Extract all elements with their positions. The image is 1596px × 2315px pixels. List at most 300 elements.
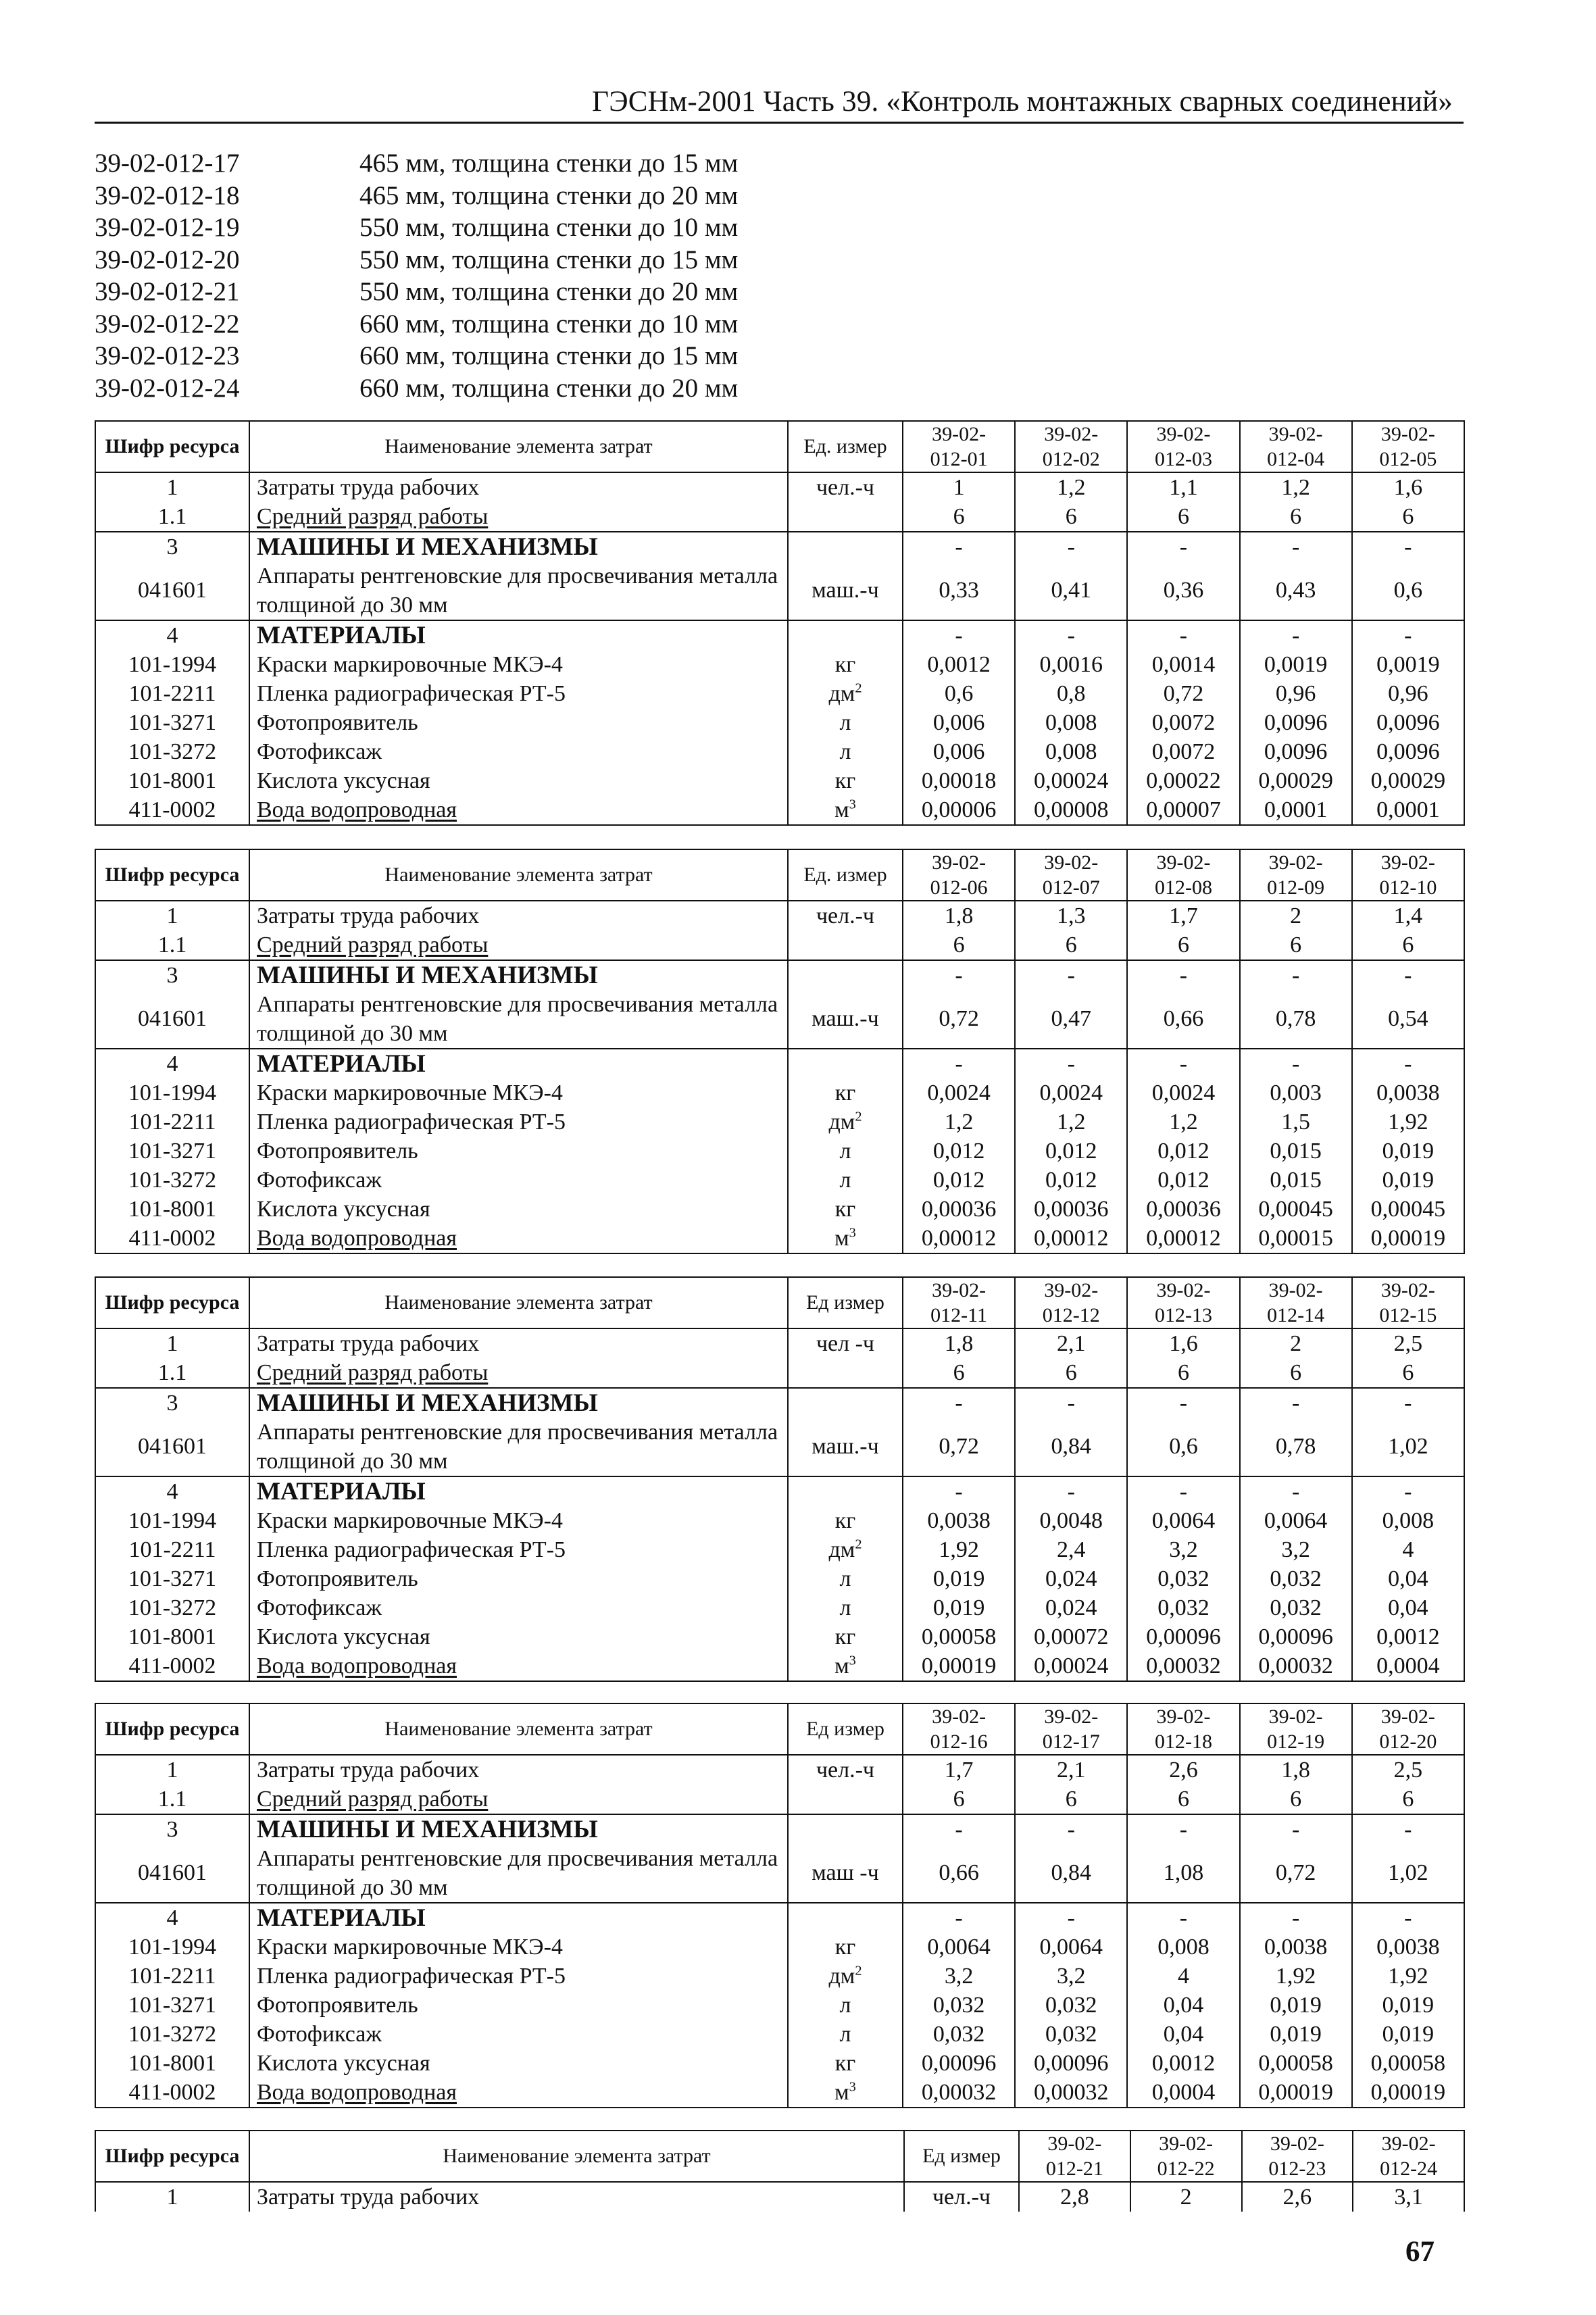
element-name: Вода водопроводная [249, 795, 788, 825]
unit [788, 1224, 903, 1253]
code-list-code: 39-02-012-23 [95, 341, 240, 370]
header-unit: Ед. измер [788, 849, 903, 901]
table-row [95, 502, 1464, 532]
norm-code-top: 39-02- [1047, 2133, 1102, 2155]
norm-code-top: 39-02- [1268, 1279, 1323, 1301]
value-cell: 2 [1240, 1328, 1352, 1358]
code-list-code: 39-02-012-22 [95, 309, 240, 339]
value-cell: 0,00012 [903, 1224, 1015, 1253]
norm-code-top: 39-02- [1044, 1279, 1099, 1301]
value-cell: 0,00036 [1015, 1195, 1127, 1224]
value-cell: 0,00024 [1015, 1651, 1127, 1681]
value-cell: 6 [1015, 502, 1127, 532]
value-cell: - [1352, 1814, 1464, 1844]
norm-code-bottom: 012-10 [1379, 876, 1437, 899]
value-cell: - [903, 960, 1015, 990]
value-cell: 0,0072 [1127, 708, 1239, 737]
table-row [95, 650, 1464, 679]
header-resource-code: Шифр ресурса [95, 1277, 249, 1328]
norm-code-bottom: 012-05 [1379, 448, 1437, 470]
value-cell: 0,012 [1015, 1166, 1127, 1195]
value-cell: 0,00032 [1240, 1651, 1352, 1681]
table-row [95, 1195, 1464, 1224]
norm-code-bottom: 012-09 [1267, 876, 1325, 899]
table-row [95, 1903, 1464, 1933]
header-unit: Ед. измер [788, 421, 903, 472]
norm-code-top: 39-02- [1380, 1706, 1435, 1728]
value-cell: 6 [1127, 1785, 1239, 1814]
element-name: Средний разряд работы [249, 1785, 788, 1814]
value-cell: 0,032 [1015, 1991, 1127, 2020]
resource-code: 041601 [95, 1844, 249, 1903]
value-cell: 2,6 [1127, 1755, 1239, 1785]
resource-code: 101-2211 [95, 1535, 249, 1564]
unit: чел -ч [788, 1328, 903, 1358]
value-cell: - [903, 620, 1015, 650]
table-row [95, 2049, 1464, 2078]
header-norm-code [1127, 1703, 1239, 1755]
value-cell: - [1352, 532, 1464, 562]
resource-code: 4 [95, 1903, 249, 1933]
value-cell: - [903, 1049, 1015, 1078]
section-title: МАТЕРИАЛЫ [249, 1476, 788, 1506]
value-cell: 0,6 [1127, 1418, 1239, 1476]
value-cell: - [1240, 1476, 1352, 1506]
value-cell: 1,2 [1240, 472, 1352, 502]
unit: чел.-ч [788, 1755, 903, 1785]
resource-code: 4 [95, 1476, 249, 1506]
value-cell: 1,7 [903, 1755, 1015, 1785]
value-cell: 0,00008 [1015, 795, 1127, 825]
value-cell: 1,2 [1015, 472, 1127, 502]
value-cell: 0,012 [1127, 1137, 1239, 1166]
value-cell: 0,00024 [1015, 766, 1127, 795]
element-name: Краски маркировочные МКЭ-4 [249, 1506, 788, 1535]
header-norm-code [1015, 421, 1127, 472]
header-norm-code [1242, 2131, 1353, 2182]
table-row [95, 1506, 1464, 1535]
value-cell: 6 [1352, 1785, 1464, 1814]
unit: маш.-ч [788, 562, 903, 620]
unit [788, 795, 903, 825]
section-title: МАТЕРИАЛЫ [249, 1049, 788, 1078]
value-cell: - [903, 1814, 1015, 1844]
unit: кг [788, 1933, 903, 1962]
value-cell: 2 [1240, 901, 1352, 930]
norm-code-top: 39-02- [1156, 423, 1211, 445]
value-cell: 0,015 [1240, 1137, 1352, 1166]
value-cell: - [903, 532, 1015, 562]
norm-code-top: 39-02- [1044, 1706, 1099, 1728]
value-cell: 1,1 [1127, 472, 1239, 502]
unit: кг [788, 1622, 903, 1651]
value-cell: 0,012 [903, 1137, 1015, 1166]
value-cell: - [1352, 1903, 1464, 1933]
value-cell: 0,00032 [1127, 1651, 1239, 1681]
unit [788, 620, 903, 650]
value-cell: 0,0012 [903, 650, 1015, 679]
norm-code-top: 39-02- [1044, 423, 1099, 445]
resource-code: 1 [95, 901, 249, 930]
resource-code: 101-3272 [95, 1593, 249, 1622]
value-cell: 0,0038 [1352, 1933, 1464, 1962]
value-cell: 1,2 [1015, 1107, 1127, 1137]
code-list-row [95, 340, 738, 372]
unit-base: дм [828, 1963, 855, 1989]
value-cell: - [1240, 960, 1352, 990]
element-name: Краски маркировочные МКЭ-4 [249, 1933, 788, 1962]
value-cell: 1,7 [1127, 901, 1239, 930]
unit: л [788, 708, 903, 737]
element-name: Затраты труда рабочих [249, 901, 788, 930]
value-cell: 0,0004 [1127, 2078, 1239, 2108]
code-list-row [95, 211, 738, 244]
value-cell: - [1240, 1049, 1352, 1078]
unit [788, 1535, 903, 1564]
value-cell: 0,012 [903, 1166, 1015, 1195]
value-cell: - [1240, 1814, 1352, 1844]
value-cell: 6 [903, 502, 1015, 532]
unit [788, 1388, 903, 1418]
value-cell: 0,019 [903, 1564, 1015, 1593]
value-cell: 0,008 [1352, 1506, 1464, 1535]
norm-code-top: 39-02- [932, 851, 987, 874]
norm-code-top: 39-02- [1381, 2133, 1436, 2155]
value-cell: 6 [1240, 1358, 1352, 1388]
norm-code-top: 39-02- [1044, 851, 1099, 874]
unit-exponent: 3 [849, 1653, 856, 1668]
code-list-desc: 660 мм, толщина стенки до 10 мм [359, 309, 739, 339]
header-norm-code [903, 849, 1015, 901]
unit: чел.-ч [788, 472, 903, 502]
section-title: МАТЕРИАЛЫ [249, 1903, 788, 1933]
value-cell: 3,2 [1240, 1535, 1352, 1564]
value-cell: 0,032 [1015, 2020, 1127, 2049]
element-name: Фотопроявитель [249, 708, 788, 737]
value-cell: 0,78 [1240, 1418, 1352, 1476]
value-cell: - [1240, 532, 1352, 562]
element-name: Затраты труда рабочих [249, 2182, 904, 2212]
norm-code-bottom: 012-01 [930, 448, 988, 470]
code-list-code: 39-02-012-18 [95, 180, 240, 210]
value-cell: 0,00029 [1352, 766, 1464, 795]
value-cell: - [1015, 1049, 1127, 1078]
value-cell: 6 [903, 1785, 1015, 1814]
table-row [95, 1844, 1464, 1903]
unit-exponent: 3 [849, 2079, 856, 2095]
resource-code: 1.1 [95, 930, 249, 960]
element-name: Фотофиксаж [249, 1593, 788, 1622]
element-name: Фотофиксаж [249, 1166, 788, 1195]
value-cell: 0,0096 [1240, 708, 1352, 737]
unit: кг [788, 650, 903, 679]
table-row [95, 472, 1464, 502]
unit: маш.-ч [788, 990, 903, 1049]
value-cell: 2 [1130, 2182, 1242, 2212]
resource-code: 101-3271 [95, 1137, 249, 1166]
value-cell: 3,2 [1015, 1962, 1127, 1991]
value-cell: 0,012 [1015, 1137, 1127, 1166]
value-cell: 0,019 [1352, 1991, 1464, 2020]
unit: л [788, 1991, 903, 2020]
value-cell: - [903, 1903, 1015, 1933]
table-row [95, 795, 1464, 825]
value-cell: 0,0038 [1352, 1078, 1464, 1107]
unit [788, 679, 903, 708]
resource-code: 101-2211 [95, 1962, 249, 1991]
resource-code: 101-1994 [95, 1506, 249, 1535]
norm-code-bottom: 012-20 [1379, 1731, 1437, 1753]
table-row [95, 1785, 1464, 1814]
header-resource-code: Шифр ресурса [95, 1703, 249, 1755]
element-name: Кислота уксусная [249, 1195, 788, 1224]
resource-code: 3 [95, 1814, 249, 1844]
value-cell: 0,00096 [1015, 2049, 1127, 2078]
header-element-name: Наименование элемента затрат [249, 2131, 904, 2182]
table-header-row [95, 421, 1464, 472]
value-cell: 0,0038 [903, 1506, 1015, 1535]
resource-code: 3 [95, 960, 249, 990]
table-row [95, 1814, 1464, 1844]
value-cell: 2,1 [1015, 1328, 1127, 1358]
resource-code: 101-8001 [95, 2049, 249, 2078]
value-cell: 0,0019 [1352, 650, 1464, 679]
value-cell: 0,024 [1015, 1564, 1127, 1593]
value-cell: 0,72 [1240, 1844, 1352, 1903]
code-list-row [95, 372, 738, 405]
table-row [95, 1358, 1464, 1388]
value-cell: 1,92 [1352, 1107, 1464, 1137]
value-cell: - [1127, 620, 1239, 650]
norm-code-top: 39-02- [1270, 2133, 1324, 2155]
norm-code-top: 39-02- [1156, 851, 1211, 874]
table-row [95, 1224, 1464, 1253]
value-cell: 1,02 [1352, 1418, 1464, 1476]
value-cell: - [1240, 620, 1352, 650]
element-name: Пленка радиографическая РТ-5 [249, 1962, 788, 1991]
table-row [95, 960, 1464, 990]
header-element-name: Наименование элемента затрат [249, 1277, 788, 1328]
code-list-desc: 550 мм, толщина стенки до 15 мм [359, 245, 739, 274]
unit-exponent: 2 [855, 1537, 862, 1552]
value-cell: 0,00019 [1352, 2078, 1464, 2108]
code-list-desc: 465 мм, толщина стенки до 20 мм [359, 180, 739, 210]
element-name: Краски маркировочные МКЭ-4 [249, 650, 788, 679]
value-cell: 0,00022 [1127, 766, 1239, 795]
code-list-code: 39-02-012-19 [95, 213, 240, 242]
unit: л [788, 1564, 903, 1593]
value-cell: 6 [903, 930, 1015, 960]
value-cell: 0,84 [1015, 1418, 1127, 1476]
unit: л [788, 1166, 903, 1195]
header-resource-code: Шифр ресурса [95, 849, 249, 901]
value-cell: - [1127, 532, 1239, 562]
value-cell: 0,33 [903, 562, 1015, 620]
value-cell: 0,0064 [1127, 1506, 1239, 1535]
value-cell: 0,0001 [1240, 795, 1352, 825]
value-cell: 0,00019 [1352, 1224, 1464, 1253]
value-cell: 6 [1015, 1358, 1127, 1388]
unit [788, 1358, 903, 1388]
value-cell: 0,00096 [1240, 1622, 1352, 1651]
value-cell: 6 [1240, 502, 1352, 532]
table-row [95, 2020, 1464, 2049]
value-cell: - [1352, 960, 1464, 990]
code-list-code: 39-02-012-20 [95, 245, 240, 274]
header-norm-code [1240, 1703, 1352, 1755]
table-row [95, 1564, 1464, 1593]
table-row [95, 1622, 1464, 1651]
norm-code-top: 39-02- [1268, 1706, 1323, 1728]
resource-code: 411-0002 [95, 1224, 249, 1253]
element-name: Пленка радиографическая РТ-5 [249, 1535, 788, 1564]
element-name: Кислота уксусная [249, 2049, 788, 2078]
norm-code-bottom: 012-24 [1380, 2158, 1438, 2180]
value-cell: 1,08 [1127, 1844, 1239, 1903]
value-cell: 0,019 [1352, 1137, 1464, 1166]
value-cell: 0,0014 [1127, 650, 1239, 679]
value-cell: 6 [1240, 930, 1352, 960]
header-norm-code [1127, 849, 1239, 901]
value-cell: 0,019 [1240, 2020, 1352, 2049]
resource-code: 101-2211 [95, 1107, 249, 1137]
resource-code: 1.1 [95, 1358, 249, 1388]
table-row [95, 1991, 1464, 2020]
value-cell: 0,032 [903, 2020, 1015, 2049]
value-cell: 6 [1352, 502, 1464, 532]
value-cell: 1 [903, 472, 1015, 502]
resource-code: 101-3272 [95, 737, 249, 766]
value-cell: 2,6 [1242, 2182, 1353, 2212]
element-name: Аппараты рентгеновские для просвечивания металла толщиной до 30 мм [249, 1844, 788, 1903]
norm-code-top: 39-02- [1268, 851, 1323, 874]
value-cell: 0,00045 [1352, 1195, 1464, 1224]
value-cell: - [1015, 1814, 1127, 1844]
element-name: Фотопроявитель [249, 1564, 788, 1593]
norm-code-bottom: 012-13 [1154, 1304, 1212, 1326]
value-cell: 2,4 [1015, 1535, 1127, 1564]
value-cell: 0,00032 [1015, 2078, 1127, 2108]
header-norm-code [903, 421, 1015, 472]
element-name: Пленка радиографическая РТ-5 [249, 1107, 788, 1137]
resource-code: 101-1994 [95, 650, 249, 679]
section-title: МАШИНЫ И МЕХАНИЗМЫ [249, 1388, 788, 1418]
unit [788, 930, 903, 960]
header-element-name: Наименование элемента затрат [249, 1703, 788, 1755]
unit: л [788, 1593, 903, 1622]
code-list-desc: 660 мм, толщина стенки до 20 мм [359, 373, 739, 403]
norm-code-bottom: 012-16 [930, 1731, 988, 1753]
value-cell: 0,0096 [1240, 737, 1352, 766]
resource-code: 3 [95, 532, 249, 562]
norm-code-top: 39-02- [1380, 423, 1435, 445]
unit: кг [788, 1506, 903, 1535]
norm-code-bottom: 012-07 [1042, 876, 1100, 899]
value-cell: 2,1 [1015, 1755, 1127, 1785]
norm-code-bottom: 012-14 [1267, 1304, 1325, 1326]
element-name: Фотофиксаж [249, 2020, 788, 2049]
header-norm-code [903, 1277, 1015, 1328]
table-row [95, 990, 1464, 1049]
value-cell: - [1352, 1049, 1464, 1078]
resource-code: 101-3271 [95, 1564, 249, 1593]
element-name: Средний разряд работы [249, 930, 788, 960]
unit: кг [788, 1195, 903, 1224]
header-norm-code [1015, 1703, 1127, 1755]
value-cell: 0,66 [1127, 990, 1239, 1049]
value-cell: 0,0004 [1352, 1651, 1464, 1681]
element-name: Средний разряд работы [249, 1358, 788, 1388]
value-cell: 0,00036 [903, 1195, 1015, 1224]
resource-code: 1 [95, 1755, 249, 1785]
value-cell: 0,72 [1127, 679, 1239, 708]
value-cell: 6 [1352, 1358, 1464, 1388]
value-cell: 6 [1015, 1785, 1127, 1814]
value-cell: 1,2 [1127, 1107, 1239, 1137]
value-cell: - [1015, 532, 1127, 562]
unit [788, 1785, 903, 1814]
norm-code-bottom: 012-06 [930, 876, 988, 899]
value-cell: 1,3 [1015, 901, 1127, 930]
header-norm-code [1352, 849, 1464, 901]
norm-table-3 [95, 1276, 1465, 1682]
value-cell: 6 [1127, 1358, 1239, 1388]
header-rule [95, 122, 1464, 124]
unit-exponent: 2 [855, 1109, 862, 1124]
norm-code-bottom: 012-02 [1042, 448, 1100, 470]
value-cell: 4 [1127, 1962, 1239, 1991]
resource-code: 411-0002 [95, 2078, 249, 2108]
norm-code-top: 39-02- [1380, 1279, 1435, 1301]
value-cell: 0,0038 [1240, 1933, 1352, 1962]
value-cell: 1,8 [903, 901, 1015, 930]
norm-code-top: 39-02- [932, 1706, 987, 1728]
section-title: МАШИНЫ И МЕХАНИЗМЫ [249, 960, 788, 990]
value-cell: 0,00018 [903, 766, 1015, 795]
norm-code-top: 39-02- [932, 1279, 987, 1301]
norm-code-bottom: 012-03 [1154, 448, 1212, 470]
value-cell: 0,72 [903, 1418, 1015, 1476]
unit [788, 1651, 903, 1681]
value-cell: - [1352, 1388, 1464, 1418]
resource-code: 101-1994 [95, 1078, 249, 1107]
resource-code: 041601 [95, 990, 249, 1049]
element-name: Кислота уксусная [249, 766, 788, 795]
value-cell: - [1127, 960, 1239, 990]
value-cell: - [1015, 1388, 1127, 1418]
header-norm-code [1015, 849, 1127, 901]
value-cell: 0,003 [1240, 1078, 1352, 1107]
code-list-desc: 465 мм, толщина стенки до 15 мм [359, 149, 739, 178]
norm-code-top: 39-02- [1156, 1706, 1211, 1728]
element-name: Затраты труда рабочих [249, 472, 788, 502]
norm-code-top: 39-02- [1159, 2133, 1214, 2155]
element-name: Фотопроявитель [249, 1991, 788, 2020]
element-name: Фотофиксаж [249, 737, 788, 766]
norm-code-bottom: 012-18 [1154, 1731, 1212, 1753]
header-norm-code [1130, 2131, 1242, 2182]
value-cell: 0,0012 [1127, 2049, 1239, 2078]
value-cell: 0,04 [1352, 1593, 1464, 1622]
element-name: Аппараты рентгеновские для просвечивания металла толщиной до 30 мм [249, 990, 788, 1049]
table-row [95, 562, 1464, 620]
unit: чел.-ч [788, 901, 903, 930]
value-cell: 0,00019 [903, 1651, 1015, 1681]
element-name: Вода водопроводная [249, 2078, 788, 2108]
value-cell: 0,032 [1240, 1593, 1352, 1622]
resource-code: 1 [95, 472, 249, 502]
value-cell: 0,00096 [903, 2049, 1015, 2078]
